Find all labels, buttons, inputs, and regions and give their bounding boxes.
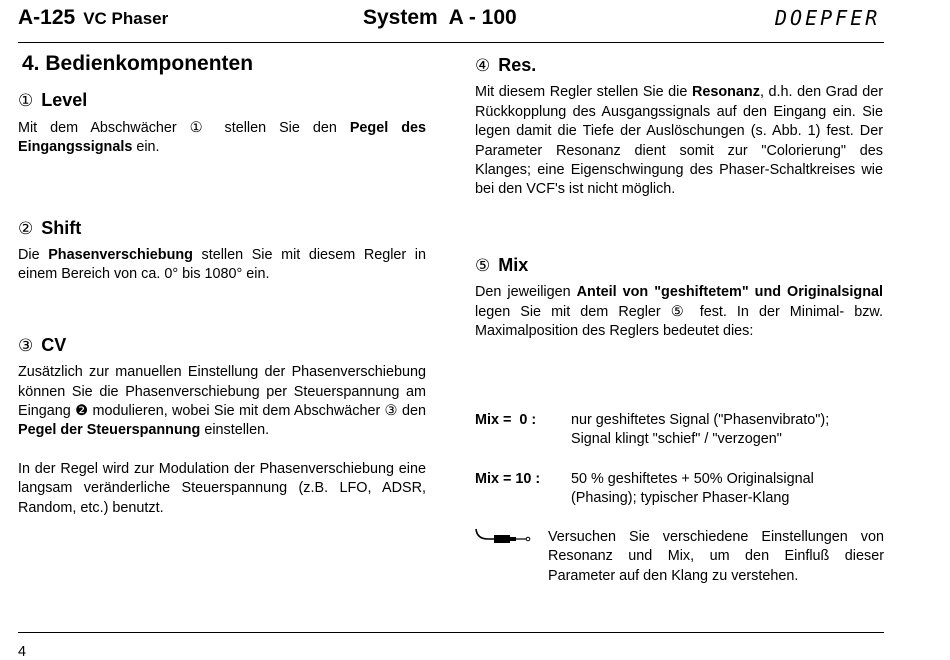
text: Die [18, 247, 49, 264]
text-line: nur geshiftetes Signal ("Phasenvibrato"); [571, 412, 830, 428]
heading-shift-text: Shift [41, 217, 82, 238]
res-paragraph [475, 83, 883, 199]
footer-rule [18, 632, 884, 633]
left-column [18, 54, 426, 518]
text: , d.h. den Grad der Rückkopplung des Ausgangssignals auf den Eingang ein. Sie legen damit die Tiefe der Auslöschungen (s. Abb. 1) fest. Der Parameter Resonanz dient somit zur "Colorierung" des Klanges; eine Eigenschwingung des Phaser-Schaltkreises wie bei den VCF's ist nicht möglich. [475, 84, 883, 198]
text-line: 50 % geshiftetes + 50% Originalsignal [571, 471, 814, 487]
text: Mit dem Abschwächer ① stellen Sie den [18, 119, 350, 136]
text: legen Sie mit dem Regler ⑤ fest. In der Minimal- bzw. Maximalposition des Reglers bedeutet dies: [475, 303, 883, 340]
heading-level [18, 91, 426, 110]
heading-level-text: Level [41, 90, 88, 111]
right-column [475, 56, 883, 341]
heading-mix [475, 256, 883, 275]
bold-text: Phasenverschiebung [48, 247, 193, 264]
text: einstellen. [200, 422, 270, 439]
knob-number-1: ① [18, 91, 34, 111]
text-line: Signal klingt "schief" / "verzogen" [571, 431, 782, 448]
shift-paragraph [18, 246, 426, 285]
mix-row-0-text [571, 411, 891, 450]
section-title: 4. Bedienkomponenten [22, 52, 254, 75]
text: ein. [132, 139, 160, 156]
text: stellen Sie mit diesem Regler in einem Bereich von ca. 0° bis 1080° ein. [18, 247, 427, 283]
cv-paragraph-2: In der Regel wird zur Modulation der Phasenverschiebung eine langsam veränderliche Steuerspannung (z.B. LFO, ADSR, Random, etc.) benutzt. [18, 460, 426, 516]
brand-logo: DOEPFER [775, 6, 881, 30]
mix-paragraph [475, 283, 883, 341]
bold-text: Anteil von "geshiftetem" und Originalsignal [576, 284, 884, 301]
mix-row-0-label: Mix = 0 : [475, 412, 537, 428]
header-rule [18, 42, 884, 43]
mix-row-0 [475, 411, 895, 451]
mix-row-10-label: Mix = 10 : [475, 471, 541, 487]
knob-number-2: ② [18, 218, 34, 238]
heading-res [475, 56, 883, 75]
tip-paragraph: Versuchen Sie verschiedene Einstellungen von Resonanz und Mix, um den Einfluß dieser Parameter auf den Klang zu verstehen. [548, 529, 884, 584]
knob-number-3: ③ [18, 335, 34, 355]
model-number: A-125 [18, 6, 76, 29]
knob-number-5: ⑤ [475, 255, 491, 275]
bold-text: Pegel des Eingangssignals [18, 119, 426, 156]
heading-shift [18, 219, 426, 238]
heading-cv-text: CV [41, 334, 67, 355]
module-model [18, 6, 168, 30]
mix-row-10 [475, 470, 895, 510]
text-line: (Phasing); typischer Phaser-Klang [571, 490, 790, 507]
heading-mix-text: Mix [498, 254, 529, 275]
text: Den jeweiligen [475, 284, 577, 301]
mix-row-10-text [571, 470, 891, 509]
heading-cv [18, 336, 426, 355]
text: Mit diesem Regler stellen Sie die [475, 84, 692, 101]
bold-text: Resonanz [691, 84, 760, 101]
module-name: VC Phaser [83, 9, 169, 28]
knob-number-4: ④ [475, 56, 491, 75]
bold-text: Pegel der Steuerspannung [18, 422, 201, 439]
patch-cable-icon [474, 527, 532, 547]
page-number: 4 [18, 644, 27, 660]
heading-res-text: Res. [498, 55, 537, 75]
text: Zusätzlich zur manuellen Einstellung der Phasenverschiebung können Sie die Phasenverschiebung per Steuerspannung am Eingang ❷ modulieren, wobei Sie mit dem Abschwächer ③ den [18, 364, 426, 420]
cv-paragraph-1 [18, 363, 426, 441]
level-paragraph [18, 119, 426, 158]
system-title: System A - 100 [363, 6, 517, 29]
